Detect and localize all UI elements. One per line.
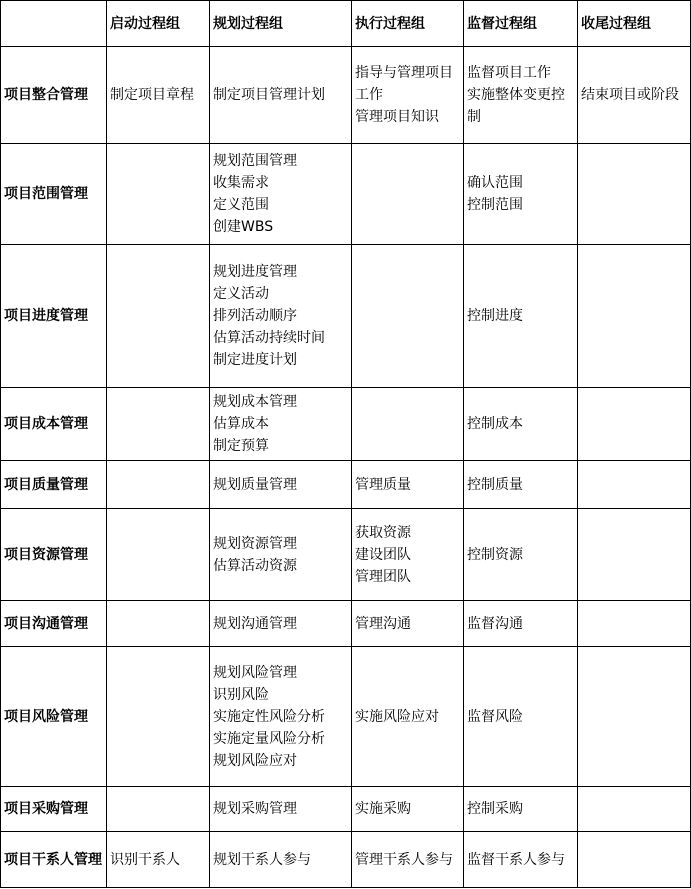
process-name: 定义活动 <box>213 286 269 302</box>
cell-closing <box>578 647 691 787</box>
cell-executing <box>352 832 464 888</box>
process-name: 建设团队 <box>355 546 411 563</box>
corner-cell <box>1 1 107 47</box>
process-name: 排列活动顺序 <box>213 308 297 324</box>
table-row <box>1 388 691 461</box>
cell-executing <box>352 144 464 245</box>
cell-executing <box>352 388 464 461</box>
cell-closing <box>578 787 691 832</box>
table-row <box>1 647 691 787</box>
cell-planning <box>210 144 352 245</box>
cell-initiating <box>107 245 210 388</box>
table-row <box>1 832 691 888</box>
cell-monitoring <box>464 832 578 888</box>
process-name: 确认范围 <box>467 175 523 191</box>
cell-initiating <box>107 388 210 461</box>
process-name: 制定预算 <box>213 438 269 454</box>
table-row <box>1 47 691 144</box>
process-name: 估算成本 <box>213 416 269 432</box>
cell-executing <box>352 245 464 388</box>
process-name: 规划进度管理 <box>213 264 297 280</box>
process-name: 实施整体变更控制 <box>467 87 565 125</box>
process-name: 监督风险 <box>467 708 523 725</box>
knowledge-area-label: 项目沟通管理 <box>1 601 107 647</box>
cell-planning <box>210 647 352 787</box>
cell-executing <box>352 47 464 144</box>
process-name: 估算活动资源 <box>213 557 297 574</box>
process-name: 估算活动持续时间 <box>213 330 325 346</box>
header-executing: 执行过程组 <box>352 1 464 47</box>
knowledge-area-label: 项目整合管理 <box>1 47 107 144</box>
process-name: 规划质量管理 <box>213 476 297 493</box>
process-name: 监督干系人参与 <box>467 851 565 868</box>
process-name: 控制质量 <box>467 476 523 493</box>
cell-closing <box>578 47 691 144</box>
cell-executing <box>352 461 464 509</box>
cell-planning <box>210 461 352 509</box>
process-name: 实施采购 <box>355 801 411 817</box>
header-monitoring: 监督过程组 <box>464 1 578 47</box>
process-name: 规划沟通管理 <box>213 615 297 632</box>
cell-planning <box>210 832 352 888</box>
cell-monitoring <box>464 601 578 647</box>
cell-monitoring <box>464 509 578 601</box>
cell-executing <box>352 787 464 832</box>
cell-initiating <box>107 647 210 787</box>
process-name: 控制采购 <box>467 801 523 817</box>
cell-planning <box>210 388 352 461</box>
process-name: 实施定性风险分析 <box>213 708 325 725</box>
cell-closing <box>578 245 691 388</box>
cell-initiating <box>107 509 210 601</box>
process-name: 管理沟通 <box>355 615 411 632</box>
cell-initiating <box>107 47 210 144</box>
process-name: 制定进度计划 <box>213 352 297 368</box>
process-name: 实施风险应对 <box>355 708 439 725</box>
header-closing: 收尾过程组 <box>578 1 691 47</box>
table-row <box>1 144 691 245</box>
process-name: 监督沟通 <box>467 615 523 632</box>
knowledge-area-label: 项目采购管理 <box>1 787 107 832</box>
cell-planning <box>210 787 352 832</box>
process-name: 规划资源管理 <box>213 535 297 552</box>
knowledge-area-label: 项目质量管理 <box>1 461 107 509</box>
cell-executing <box>352 601 464 647</box>
cell-initiating <box>107 144 210 245</box>
process-name: 管理干系人参与 <box>355 851 453 868</box>
process-name: 识别干系人 <box>110 851 180 868</box>
process-name: 管理项目知识 <box>355 109 439 125</box>
cell-initiating <box>107 461 210 509</box>
table-row <box>1 461 691 509</box>
process-name: 制定项目章程 <box>110 87 194 103</box>
knowledge-area-label: 项目进度管理 <box>1 245 107 388</box>
process-name: 规划干系人参与 <box>213 851 311 868</box>
cell-planning <box>210 601 352 647</box>
knowledge-area-label: 项目干系人管理 <box>1 832 107 888</box>
cell-monitoring <box>464 144 578 245</box>
cell-closing <box>578 832 691 888</box>
process-name: 规划风险管理 <box>213 664 297 681</box>
header-initiating: 启动过程组 <box>107 1 210 47</box>
cell-initiating <box>107 832 210 888</box>
cell-initiating <box>107 787 210 832</box>
cell-monitoring <box>464 245 578 388</box>
process-name: 结束项目或阶段 <box>581 87 679 103</box>
process-name: 获取资源 <box>355 524 411 541</box>
cell-monitoring <box>464 647 578 787</box>
cell-planning <box>210 245 352 388</box>
cell-closing <box>578 144 691 245</box>
process-name: 规划范围管理 <box>213 153 297 169</box>
process-name: 识别风险 <box>213 686 269 703</box>
cell-planning <box>210 47 352 144</box>
cell-closing <box>578 509 691 601</box>
process-name: 实施定量风险分析 <box>213 730 325 747</box>
process-name: 控制范围 <box>467 197 523 213</box>
process-name: 制定项目管理计划 <box>213 87 325 103</box>
cell-executing <box>352 647 464 787</box>
knowledge-area-label: 项目资源管理 <box>1 509 107 601</box>
process-name: 规划风险应对 <box>213 752 297 769</box>
cell-monitoring <box>464 461 578 509</box>
knowledge-area-label: 项目成本管理 <box>1 388 107 461</box>
cell-planning <box>210 509 352 601</box>
process-name: 管理质量 <box>355 476 411 493</box>
cell-closing <box>578 601 691 647</box>
cell-initiating <box>107 601 210 647</box>
cell-closing <box>578 461 691 509</box>
table-row <box>1 787 691 832</box>
process-name: 指导与管理项目工作 <box>355 65 453 103</box>
process-name: 规划成本管理 <box>213 394 297 410</box>
process-name: 创建WBS <box>213 219 274 235</box>
knowledge-area-label: 项目风险管理 <box>1 647 107 787</box>
cell-monitoring <box>464 388 578 461</box>
process-name: 控制资源 <box>467 546 523 563</box>
process-name: 监督项目工作 <box>467 65 551 81</box>
cell-monitoring <box>464 47 578 144</box>
table-row <box>1 245 691 388</box>
process-name: 管理团队 <box>355 568 411 585</box>
header-planning: 规划过程组 <box>210 1 352 47</box>
process-name: 规划采购管理 <box>213 801 297 817</box>
process-name: 定义范围 <box>213 197 269 213</box>
process-name: 控制进度 <box>467 308 523 324</box>
table-row <box>1 509 691 601</box>
knowledge-area-label: 项目范围管理 <box>1 144 107 245</box>
process-name: 收集需求 <box>213 175 269 191</box>
cell-closing <box>578 388 691 461</box>
cell-executing <box>352 509 464 601</box>
header-row <box>1 1 691 47</box>
process-name: 控制成本 <box>467 416 523 432</box>
cell-monitoring <box>464 787 578 832</box>
table-row <box>1 601 691 647</box>
